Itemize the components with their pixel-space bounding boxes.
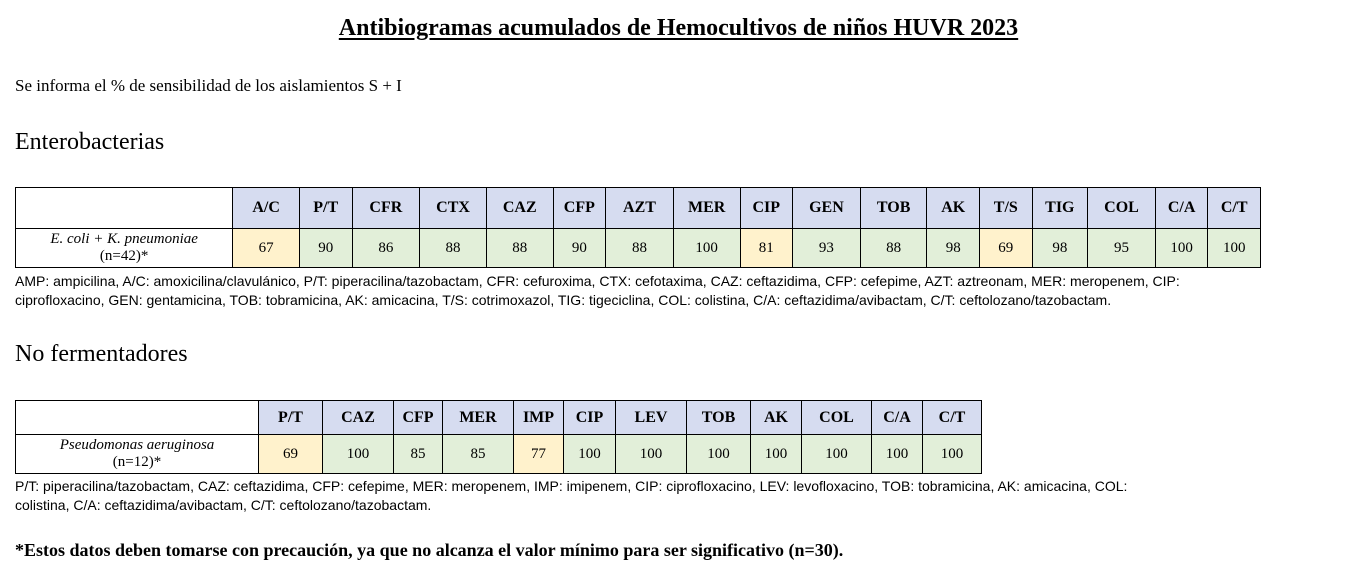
column-header: COL xyxy=(1088,188,1156,229)
susceptibility-value: 100 xyxy=(923,435,982,474)
column-header: AZT xyxy=(606,188,674,229)
column-header: T/S xyxy=(980,188,1033,229)
column-header: TIG xyxy=(1032,188,1088,229)
column-header: TOB xyxy=(860,188,927,229)
susceptibility-value: 90 xyxy=(553,229,606,268)
column-header: AK xyxy=(751,401,802,435)
table-header-row xyxy=(16,188,1261,229)
column-header: C/T xyxy=(923,401,982,435)
organism-name: Pseudomonas aeruginosa xyxy=(59,437,215,453)
susceptibility-value: 69 xyxy=(980,229,1033,268)
sample-count: (n=12)* xyxy=(112,454,162,470)
susceptibility-value: 95 xyxy=(1088,229,1156,268)
susceptibility-value: 100 xyxy=(673,229,740,268)
column-header: P/T xyxy=(259,401,323,435)
susceptibility-value: 85 xyxy=(394,435,443,474)
organism-name: E. coli + K. pneumoniae xyxy=(50,231,198,247)
column-header: CAZ xyxy=(323,401,394,435)
table-header-row xyxy=(16,401,982,435)
column-header: CFR xyxy=(352,188,420,229)
susceptibility-value: 100 xyxy=(751,435,802,474)
section-heading-enterobacterias: Enterobacterias xyxy=(15,129,165,155)
legend-line: ciprofloxacino, GEN: gentamicina, TOB: tobramicina, AK: amicacina, T/S: cotrimoxazol, TIG: tigeciclina, COL: colistina, C/A: ceftazidima/avibactam, C/T: ceftolozano/tazobactam. xyxy=(15,292,1112,308)
susceptibility-value: 100 xyxy=(323,435,394,474)
legend-line: AMP: ampicilina, A/C: amoxicilina/clavulánico, P/T: piperacilina/tazobactam, CFR: cefuroxima, CTX: cefotaxima, CAZ: ceftazidima, CFP: cefepime, AZT: aztreonam, MER: meropenem, CIP: xyxy=(15,273,1180,289)
organism-cell xyxy=(16,229,233,268)
column-header: CAZ xyxy=(486,188,553,229)
susceptibility-value: 90 xyxy=(299,229,352,268)
susceptibility-value: 100 xyxy=(1208,229,1261,268)
intro-text: Se informa el % de sensibilidad de los aislamientos S + I xyxy=(15,76,402,95)
susceptibility-value: 77 xyxy=(514,435,564,474)
susceptibility-value: 88 xyxy=(420,229,487,268)
column-header: AK xyxy=(927,188,980,229)
column-header: GEN xyxy=(793,188,861,229)
column-header: IMP xyxy=(514,401,564,435)
column-header: CFP xyxy=(394,401,443,435)
significance-footnote: *Estos datos deben tomarse con precaución, ya que no alcanza el valor mínimo para ser significativo (n=30). xyxy=(15,540,844,560)
column-header: CIP xyxy=(564,401,616,435)
column-header: MER xyxy=(443,401,514,435)
susceptibility-value: 100 xyxy=(802,435,872,474)
sample-count: (n=42)* xyxy=(99,248,149,264)
column-header: P/T xyxy=(299,188,352,229)
abbreviations-legend-no-fermentadores xyxy=(15,477,1345,515)
antibiogram-table-no-fermentadores xyxy=(15,400,982,474)
column-header: CFP xyxy=(553,188,606,229)
column-header: TOB xyxy=(687,401,751,435)
column-header: COL xyxy=(802,401,872,435)
column-header: LEV xyxy=(616,401,687,435)
susceptibility-value: 88 xyxy=(486,229,553,268)
page-title: Antibiogramas acumulados de Hemocultivos de niños HUVR 2023 xyxy=(338,15,1019,41)
susceptibility-value: 100 xyxy=(1155,229,1208,268)
table-row xyxy=(16,435,982,474)
susceptibility-value: 88 xyxy=(860,229,927,268)
table-row xyxy=(16,229,1261,268)
column-header: CIP xyxy=(740,188,793,229)
organism-cell xyxy=(16,435,259,474)
susceptibility-value: 100 xyxy=(564,435,616,474)
column-header: CTX xyxy=(420,188,487,229)
column-header: C/A xyxy=(1155,188,1208,229)
susceptibility-value: 85 xyxy=(443,435,514,474)
antibiogram-table-enterobacterias xyxy=(15,187,1261,268)
susceptibility-value: 86 xyxy=(352,229,420,268)
column-header: MER xyxy=(673,188,740,229)
susceptibility-value: 100 xyxy=(616,435,687,474)
header-corner-cell xyxy=(16,188,233,229)
susceptibility-value: 88 xyxy=(606,229,674,268)
column-header: C/A xyxy=(872,401,923,435)
column-header: C/T xyxy=(1208,188,1261,229)
column-header: A/C xyxy=(233,188,300,229)
susceptibility-value: 69 xyxy=(259,435,323,474)
susceptibility-value: 93 xyxy=(793,229,861,268)
section-heading-no-fermentadores: No fermentadores xyxy=(15,341,188,367)
abbreviations-legend-enterobacterias xyxy=(15,272,1345,310)
legend-line: colistina, C/A: ceftazidima/avibactam, C/T: ceftolozano/tazobactam. xyxy=(15,497,432,513)
header-corner-cell xyxy=(16,401,259,435)
legend-line: P/T: piperacilina/tazobactam, CAZ: ceftazidima, CFP: cefepime, MER: meropenem, IMP: imipenem, CIP: ciprofloxacino, LEV: levofloxacino, TOB: tobramicina, AK: amicacina, COL: xyxy=(15,478,1128,494)
susceptibility-value: 67 xyxy=(233,229,300,268)
susceptibility-value: 98 xyxy=(927,229,980,268)
susceptibility-value: 98 xyxy=(1032,229,1088,268)
susceptibility-value: 100 xyxy=(872,435,923,474)
susceptibility-value: 100 xyxy=(687,435,751,474)
susceptibility-value: 81 xyxy=(740,229,793,268)
